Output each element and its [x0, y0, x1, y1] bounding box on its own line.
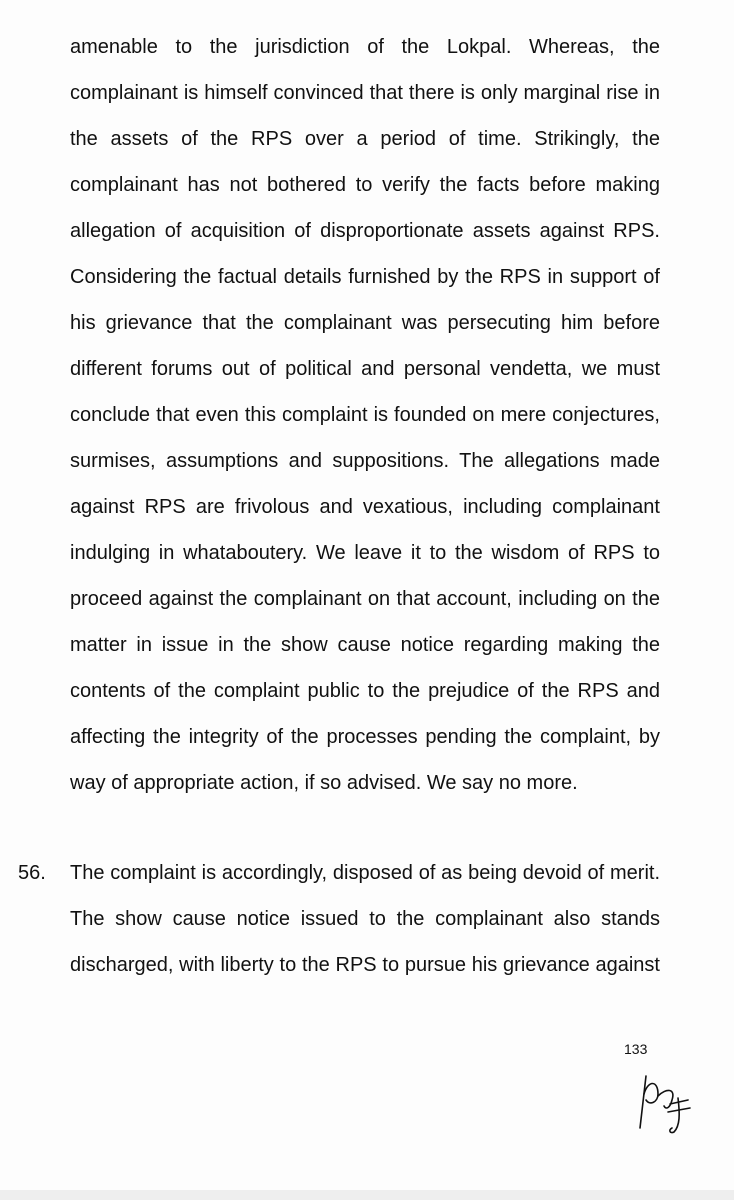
- paragraph-line: complainant is himself convinced that there is only marginal rise in: [70, 82, 660, 104]
- paragraph-line: allegation of acquisition of disproportionate assets against RPS.: [70, 220, 660, 242]
- paragraph-line: contents of the complaint public to the prejudice of the RPS and: [70, 680, 660, 702]
- paragraph-line: against RPS are frivolous and vexatious, including complainant: [70, 496, 660, 518]
- paragraph-number: 56.: [18, 862, 46, 884]
- paragraph-line: the assets of the RPS over a period of time. Strikingly, the: [70, 128, 660, 150]
- paragraph-line: discharged, with liberty to the RPS to pursue his grievance against: [70, 954, 660, 976]
- paragraph-line: conclude that even this complaint is founded on mere conjectures,: [70, 404, 660, 426]
- paragraph-line: indulging in whataboutery. We leave it to the wisdom of RPS to: [70, 542, 660, 564]
- paragraph-line: affecting the integrity of the processes pending the complaint, by: [70, 726, 660, 748]
- paragraph-line: Considering the factual details furnished by the RPS in support of: [70, 266, 660, 288]
- page-bottom-edge: [0, 1190, 734, 1200]
- page-number: 133: [624, 1041, 648, 1057]
- paragraph-line: surmises, assumptions and suppositions. The allegations made: [70, 450, 660, 472]
- paragraph-line: his grievance that the complainant was persecuting him before: [70, 312, 660, 334]
- paragraph-line: way of appropriate action, if so advised. We say no more.: [70, 772, 578, 794]
- paragraph-line: amenable to the jurisdiction of the Lokpal. Whereas, the: [70, 36, 660, 58]
- paragraph-line: matter in issue in the show cause notice regarding making the: [70, 634, 660, 656]
- paragraph-line: The complaint is accordingly, disposed of as being devoid of merit.: [70, 862, 660, 884]
- paragraph-line: The show cause notice issued to the complainant also stands: [70, 908, 660, 930]
- paragraph-line: different forums out of political and personal vendetta, we must: [70, 358, 660, 380]
- paragraph-line: proceed against the complainant on that account, including on the: [70, 588, 660, 610]
- signature-icon: [630, 1070, 700, 1140]
- paragraph-line: complainant has not bothered to verify the facts before making: [70, 174, 660, 196]
